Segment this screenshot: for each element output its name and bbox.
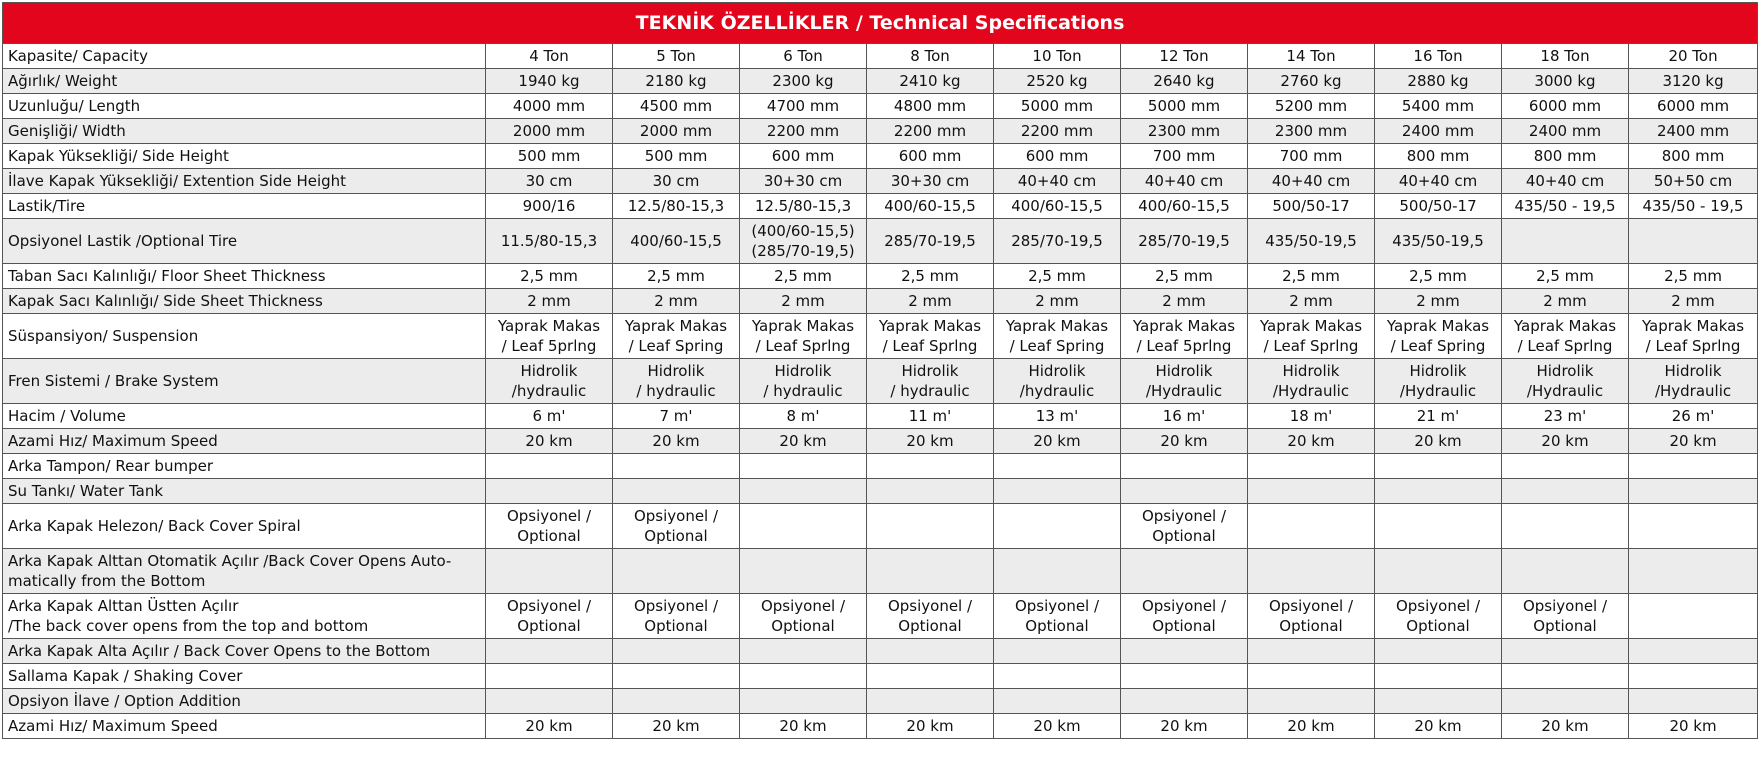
table-cell: 435/50-19,5 bbox=[1375, 219, 1502, 264]
table-cell: 2,5 mm bbox=[1121, 264, 1248, 289]
table-cell bbox=[1502, 664, 1629, 689]
table-row bbox=[3, 94, 1758, 119]
table-cell: 2640 kg bbox=[1121, 69, 1248, 94]
table-cell: 285/70-19,5 bbox=[867, 219, 994, 264]
table-cell: 20 km bbox=[1629, 429, 1758, 454]
table-cell: 600 mm bbox=[740, 144, 867, 169]
table-cell: 20 km bbox=[867, 429, 994, 454]
table-cell: 11.5/80-15,3 bbox=[486, 219, 613, 264]
table-cell: Opsiyonel / Optional bbox=[1502, 594, 1629, 639]
table-cell: 23 m' bbox=[1502, 404, 1629, 429]
table-cell: (400/60-15,5) (285/70-19,5) bbox=[740, 219, 867, 264]
table-cell bbox=[1629, 689, 1758, 714]
table-cell bbox=[1375, 504, 1502, 549]
table-cell: 20 km bbox=[1248, 429, 1375, 454]
table-cell bbox=[1629, 454, 1758, 479]
table-cell bbox=[1248, 504, 1375, 549]
table-cell bbox=[1248, 639, 1375, 664]
table-cell bbox=[1629, 219, 1758, 264]
table-cell bbox=[740, 549, 867, 594]
table-cell: 5000 mm bbox=[994, 94, 1121, 119]
table-row bbox=[3, 359, 1758, 404]
table-cell: 400/60-15,5 bbox=[613, 219, 740, 264]
table-cell: Opsiyonel / Optional bbox=[486, 594, 613, 639]
row-label: Opsiyon İlave / Option Addition bbox=[3, 689, 486, 714]
table-cell: 1940 kg bbox=[486, 69, 613, 94]
table-cell bbox=[1502, 479, 1629, 504]
table-cell bbox=[1375, 664, 1502, 689]
table-row bbox=[3, 264, 1758, 289]
row-label: Arka Kapak Alttan Otomatik Açılır /Back Cover Opens Auto- matically from the Bottom bbox=[3, 549, 486, 594]
table-cell: 2200 mm bbox=[867, 119, 994, 144]
table-cell bbox=[740, 639, 867, 664]
row-label: Kapak Sacı Kalınlığı/ Side Sheet Thickness bbox=[3, 289, 486, 314]
table-cell: Opsiyonel / Optional bbox=[486, 504, 613, 549]
table-cell: 500/50-17 bbox=[1248, 194, 1375, 219]
table-cell bbox=[1502, 504, 1629, 549]
table-cell: 2520 kg bbox=[994, 69, 1121, 94]
table-cell: Hidrolik / hydraulic bbox=[613, 359, 740, 404]
table-cell: 4000 mm bbox=[486, 94, 613, 119]
table-cell: 2200 mm bbox=[740, 119, 867, 144]
table-cell bbox=[740, 479, 867, 504]
table-cell: 2400 mm bbox=[1502, 119, 1629, 144]
table-cell: 2 mm bbox=[1121, 289, 1248, 314]
table-cell bbox=[1629, 479, 1758, 504]
table-cell: 20 km bbox=[486, 429, 613, 454]
table-cell bbox=[867, 664, 994, 689]
table-cell bbox=[1502, 549, 1629, 594]
spec-table bbox=[2, 2, 1758, 739]
table-cell: 2,5 mm bbox=[1375, 264, 1502, 289]
table-cell bbox=[613, 689, 740, 714]
row-label: Kapak Yüksekliği/ Side Height bbox=[3, 144, 486, 169]
table-cell: 435/50 - 19,5 bbox=[1629, 194, 1758, 219]
table-cell: 13 m' bbox=[994, 404, 1121, 429]
table-cell bbox=[486, 454, 613, 479]
table-cell bbox=[867, 479, 994, 504]
table-cell: 20 km bbox=[1502, 429, 1629, 454]
table-cell bbox=[1121, 664, 1248, 689]
table-cell bbox=[1629, 639, 1758, 664]
table-cell: Opsiyonel / Optional bbox=[1121, 594, 1248, 639]
table-cell bbox=[1375, 549, 1502, 594]
table-cell: 600 mm bbox=[867, 144, 994, 169]
table-cell: 20 km bbox=[1121, 429, 1248, 454]
table-cell bbox=[867, 454, 994, 479]
table-cell: 2,5 mm bbox=[1502, 264, 1629, 289]
table-cell: Hidrolik /Hydraulic bbox=[1375, 359, 1502, 404]
table-cell: 4500 mm bbox=[613, 94, 740, 119]
table-cell bbox=[867, 689, 994, 714]
row-label: Kapasite/ Capacity bbox=[3, 44, 486, 69]
table-cell bbox=[1375, 689, 1502, 714]
table-cell bbox=[1502, 689, 1629, 714]
table-cell: 40+40 cm bbox=[994, 169, 1121, 194]
table-cell: 2 mm bbox=[1629, 289, 1758, 314]
table-cell: 18 m' bbox=[1248, 404, 1375, 429]
table-cell: 40+40 cm bbox=[1375, 169, 1502, 194]
table-cell: 500/50-17 bbox=[1375, 194, 1502, 219]
table-cell: 900/16 bbox=[486, 194, 613, 219]
table-cell: Yaprak Makas / Leaf Sprlng bbox=[1502, 314, 1629, 359]
row-label: Azami Hız/ Maximum Speed bbox=[3, 429, 486, 454]
table-cell bbox=[486, 479, 613, 504]
table-cell bbox=[1502, 639, 1629, 664]
table-cell bbox=[1248, 689, 1375, 714]
table-cell: 20 km bbox=[486, 714, 613, 739]
table-cell bbox=[1375, 479, 1502, 504]
table-cell: Opsiyonel / Optional bbox=[1121, 504, 1248, 549]
table-cell: 20 km bbox=[994, 714, 1121, 739]
table-cell: 20 km bbox=[867, 714, 994, 739]
table-cell: 16 Ton bbox=[1375, 44, 1502, 69]
table-cell: 2 mm bbox=[486, 289, 613, 314]
table-cell: 26 m' bbox=[1629, 404, 1758, 429]
table-cell: 12.5/80-15,3 bbox=[740, 194, 867, 219]
table-row bbox=[3, 714, 1758, 739]
table-cell bbox=[1375, 639, 1502, 664]
table-cell: Opsiyonel / Optional bbox=[613, 504, 740, 549]
table-cell: 18 Ton bbox=[1502, 44, 1629, 69]
table-cell: Yaprak Makas / Leaf Sprlng bbox=[1248, 314, 1375, 359]
table-cell: 400/60-15,5 bbox=[1121, 194, 1248, 219]
table-cell bbox=[994, 664, 1121, 689]
table-cell: 2880 kg bbox=[1375, 69, 1502, 94]
table-row bbox=[3, 479, 1758, 504]
table-cell: 435/50 - 19,5 bbox=[1502, 194, 1629, 219]
table-cell: 21 m' bbox=[1375, 404, 1502, 429]
table-cell: 12.5/80-15,3 bbox=[613, 194, 740, 219]
table-cell bbox=[994, 639, 1121, 664]
table-cell: 20 Ton bbox=[1629, 44, 1758, 69]
row-label: Azami Hız/ Maximum Speed bbox=[3, 714, 486, 739]
row-label: Arka Kapak Alta Açılır / Back Cover Opens to the Bottom bbox=[3, 639, 486, 664]
table-cell: 400/60-15,5 bbox=[867, 194, 994, 219]
table-cell: 500 mm bbox=[486, 144, 613, 169]
table-row bbox=[3, 44, 1758, 69]
table-cell: Opsiyonel / Optional bbox=[1375, 594, 1502, 639]
table-cell: 5400 mm bbox=[1375, 94, 1502, 119]
table-cell: 4800 mm bbox=[867, 94, 994, 119]
table-cell bbox=[1248, 664, 1375, 689]
table-cell bbox=[994, 479, 1121, 504]
table-cell: 5000 mm bbox=[1121, 94, 1248, 119]
table-cell: 4700 mm bbox=[740, 94, 867, 119]
table-cell bbox=[1502, 454, 1629, 479]
table-cell: 40+40 cm bbox=[1502, 169, 1629, 194]
table-cell: 30 cm bbox=[486, 169, 613, 194]
row-label: Uzunluğu/ Length bbox=[3, 94, 486, 119]
table-cell bbox=[486, 639, 613, 664]
table-cell: 20 km bbox=[1375, 429, 1502, 454]
table-cell: 285/70-19,5 bbox=[1121, 219, 1248, 264]
row-label: Arka Kapak Helezon/ Back Cover Spiral bbox=[3, 504, 486, 549]
row-label: Opsiyonel Lastik /Optional Tire bbox=[3, 219, 486, 264]
table-cell: 20 km bbox=[1248, 714, 1375, 739]
table-row bbox=[3, 219, 1758, 264]
table-cell: 2 mm bbox=[1375, 289, 1502, 314]
table-row bbox=[3, 194, 1758, 219]
table-cell bbox=[867, 549, 994, 594]
table-cell: Yaprak Makas / Leaf Spring bbox=[994, 314, 1121, 359]
table-cell: Hidrolik /Hydraulic bbox=[1248, 359, 1375, 404]
table-cell bbox=[1502, 219, 1629, 264]
table-row bbox=[3, 119, 1758, 144]
table-cell bbox=[867, 639, 994, 664]
table-cell: 8 m' bbox=[740, 404, 867, 429]
table-cell: Opsiyonel / Optional bbox=[1248, 594, 1375, 639]
table-cell bbox=[613, 454, 740, 479]
table-cell bbox=[486, 689, 613, 714]
table-cell: Hidrolik /Hydraulic bbox=[1502, 359, 1629, 404]
table-cell: 11 m' bbox=[867, 404, 994, 429]
table-row bbox=[3, 314, 1758, 359]
table-cell: Hidrolik /Hydraulic bbox=[1121, 359, 1248, 404]
table-cell: Opsiyonel / Optional bbox=[867, 594, 994, 639]
table-row bbox=[3, 144, 1758, 169]
table-cell: 2 mm bbox=[1502, 289, 1629, 314]
table-cell: Hidrolik /Hydraulic bbox=[1629, 359, 1758, 404]
table-cell: 2,5 mm bbox=[867, 264, 994, 289]
table-cell: 10 Ton bbox=[994, 44, 1121, 69]
table-cell: 800 mm bbox=[1502, 144, 1629, 169]
table-cell: 2,5 mm bbox=[486, 264, 613, 289]
table-cell: Opsiyonel / Optional bbox=[740, 594, 867, 639]
table-cell: Yaprak Makas / Leaf 5prlng bbox=[1121, 314, 1248, 359]
table-cell: 800 mm bbox=[1629, 144, 1758, 169]
spec-table-body bbox=[3, 44, 1758, 739]
table-cell: 6000 mm bbox=[1629, 94, 1758, 119]
table-cell bbox=[1248, 549, 1375, 594]
table-cell: 30 cm bbox=[613, 169, 740, 194]
row-label: Arka Kapak Alttan Üstten Açılır /The back cover opens from the top and bottom bbox=[3, 594, 486, 639]
table-cell bbox=[994, 504, 1121, 549]
table-cell bbox=[867, 504, 994, 549]
table-cell bbox=[740, 454, 867, 479]
table-cell: 2,5 mm bbox=[1629, 264, 1758, 289]
table-cell bbox=[1248, 454, 1375, 479]
table-cell bbox=[1121, 479, 1248, 504]
table-cell bbox=[486, 549, 613, 594]
table-row bbox=[3, 639, 1758, 664]
table-cell: Hidrolik / hydraulic bbox=[867, 359, 994, 404]
row-label: Taban Sacı Kalınlığı/ Floor Sheet Thickness bbox=[3, 264, 486, 289]
row-label: Fren Sistemi / Brake System bbox=[3, 359, 486, 404]
table-cell: 700 mm bbox=[1121, 144, 1248, 169]
table-cell: 2410 kg bbox=[867, 69, 994, 94]
table-cell: Yaprak Makas / Leaf Spring bbox=[1375, 314, 1502, 359]
table-row bbox=[3, 454, 1758, 479]
table-cell: 4 Ton bbox=[486, 44, 613, 69]
table-row bbox=[3, 689, 1758, 714]
table-cell: 2,5 mm bbox=[1248, 264, 1375, 289]
table-cell: 30+30 cm bbox=[867, 169, 994, 194]
table-cell bbox=[486, 664, 613, 689]
table-cell: Hidrolik /hydraulic bbox=[486, 359, 613, 404]
table-row bbox=[3, 69, 1758, 94]
table-cell: 16 m' bbox=[1121, 404, 1248, 429]
table-cell bbox=[1629, 664, 1758, 689]
table-cell bbox=[1248, 479, 1375, 504]
table-cell: 5200 mm bbox=[1248, 94, 1375, 119]
table-cell: Hidrolik /hydraulic bbox=[994, 359, 1121, 404]
table-cell: 40+40 cm bbox=[1121, 169, 1248, 194]
table-cell bbox=[1121, 549, 1248, 594]
row-label: Su Tankı/ Water Tank bbox=[3, 479, 486, 504]
table-cell: 20 km bbox=[613, 429, 740, 454]
table-cell: 2760 kg bbox=[1248, 69, 1375, 94]
table-cell: 20 km bbox=[740, 714, 867, 739]
table-cell bbox=[994, 689, 1121, 714]
table-cell: Hidrolik / hydraulic bbox=[740, 359, 867, 404]
table-cell bbox=[1121, 689, 1248, 714]
table-cell: 12 Ton bbox=[1121, 44, 1248, 69]
row-label: İlave Kapak Yüksekliği/ Extention Side Height bbox=[3, 169, 486, 194]
table-cell: 6 Ton bbox=[740, 44, 867, 69]
table-cell: 6 m' bbox=[486, 404, 613, 429]
table-cell: 2000 mm bbox=[486, 119, 613, 144]
table-cell: 8 Ton bbox=[867, 44, 994, 69]
table-cell: 30+30 cm bbox=[740, 169, 867, 194]
table-cell: 20 km bbox=[613, 714, 740, 739]
table-cell: 2,5 mm bbox=[994, 264, 1121, 289]
row-label: Sallama Kapak / Shaking Cover bbox=[3, 664, 486, 689]
table-cell bbox=[740, 504, 867, 549]
table-cell: 700 mm bbox=[1248, 144, 1375, 169]
row-label: Ağırlık/ Weight bbox=[3, 69, 486, 94]
table-cell bbox=[994, 549, 1121, 594]
table-cell: 5 Ton bbox=[613, 44, 740, 69]
table-cell bbox=[613, 664, 740, 689]
table-cell: Opsiyonel / Optional bbox=[613, 594, 740, 639]
table-cell: 2 mm bbox=[740, 289, 867, 314]
spec-table-container bbox=[2, 2, 1757, 739]
table-cell: 2200 mm bbox=[994, 119, 1121, 144]
table-cell: 3000 kg bbox=[1502, 69, 1629, 94]
table-cell: Yaprak Makas / Leaf Spring bbox=[613, 314, 740, 359]
table-cell: 400/60-15,5 bbox=[994, 194, 1121, 219]
table-row bbox=[3, 664, 1758, 689]
row-label: Hacim / Volume bbox=[3, 404, 486, 429]
table-cell: 14 Ton bbox=[1248, 44, 1375, 69]
table-cell: 285/70-19,5 bbox=[994, 219, 1121, 264]
table-cell: 50+50 cm bbox=[1629, 169, 1758, 194]
table-cell: 2 mm bbox=[613, 289, 740, 314]
table-cell: 6000 mm bbox=[1502, 94, 1629, 119]
table-cell: Opsiyonel / Optional bbox=[994, 594, 1121, 639]
table-cell: Yaprak Makas / Leaf 5prlng bbox=[486, 314, 613, 359]
table-cell bbox=[1375, 454, 1502, 479]
table-cell: 20 km bbox=[1629, 714, 1758, 739]
table-cell bbox=[613, 479, 740, 504]
table-cell: 2300 mm bbox=[1248, 119, 1375, 144]
table-title: TEKNİK ÖZELLİKLER / Technical Specifications bbox=[3, 3, 1758, 44]
table-cell bbox=[994, 454, 1121, 479]
table-cell bbox=[1121, 639, 1248, 664]
table-row bbox=[3, 504, 1758, 549]
table-cell: 2 mm bbox=[867, 289, 994, 314]
table-cell bbox=[1121, 454, 1248, 479]
table-row bbox=[3, 169, 1758, 194]
table-row bbox=[3, 429, 1758, 454]
table-row bbox=[3, 404, 1758, 429]
table-cell bbox=[613, 639, 740, 664]
table-cell: 500 mm bbox=[613, 144, 740, 169]
table-cell: 2300 mm bbox=[1121, 119, 1248, 144]
row-label: Arka Tampon/ Rear bumper bbox=[3, 454, 486, 479]
table-cell: 2 mm bbox=[994, 289, 1121, 314]
table-cell: 2,5 mm bbox=[613, 264, 740, 289]
table-row bbox=[3, 549, 1758, 594]
table-cell: 2000 mm bbox=[613, 119, 740, 144]
table-cell: 40+40 cm bbox=[1248, 169, 1375, 194]
table-cell: 20 km bbox=[994, 429, 1121, 454]
table-cell bbox=[740, 664, 867, 689]
table-cell: Yaprak Makas / Leaf Sprlng bbox=[740, 314, 867, 359]
table-cell: 2300 kg bbox=[740, 69, 867, 94]
table-cell: 600 mm bbox=[994, 144, 1121, 169]
table-cell: 20 km bbox=[1502, 714, 1629, 739]
table-cell bbox=[740, 689, 867, 714]
table-row bbox=[3, 289, 1758, 314]
table-cell: Yaprak Makas / Leaf Sprlng bbox=[867, 314, 994, 359]
table-row bbox=[3, 594, 1758, 639]
table-cell: 800 mm bbox=[1375, 144, 1502, 169]
row-label: Genişliği/ Width bbox=[3, 119, 486, 144]
table-cell: 20 km bbox=[1375, 714, 1502, 739]
table-cell: 7 m' bbox=[613, 404, 740, 429]
table-cell: 3120 kg bbox=[1629, 69, 1758, 94]
table-cell: 2,5 mm bbox=[740, 264, 867, 289]
table-cell: 2400 mm bbox=[1629, 119, 1758, 144]
table-cell: 20 km bbox=[1121, 714, 1248, 739]
table-cell: 20 km bbox=[740, 429, 867, 454]
row-label: Lastik/Tire bbox=[3, 194, 486, 219]
row-label: Süspansiyon/ Suspension bbox=[3, 314, 486, 359]
table-cell: 2180 kg bbox=[613, 69, 740, 94]
table-cell: 435/50-19,5 bbox=[1248, 219, 1375, 264]
table-cell bbox=[1629, 594, 1758, 639]
table-cell: 2 mm bbox=[1248, 289, 1375, 314]
table-cell: Yaprak Makas / Leaf Sprlng bbox=[1629, 314, 1758, 359]
table-cell bbox=[1629, 549, 1758, 594]
table-cell: 2400 mm bbox=[1375, 119, 1502, 144]
table-cell bbox=[613, 549, 740, 594]
table-cell bbox=[1629, 504, 1758, 549]
